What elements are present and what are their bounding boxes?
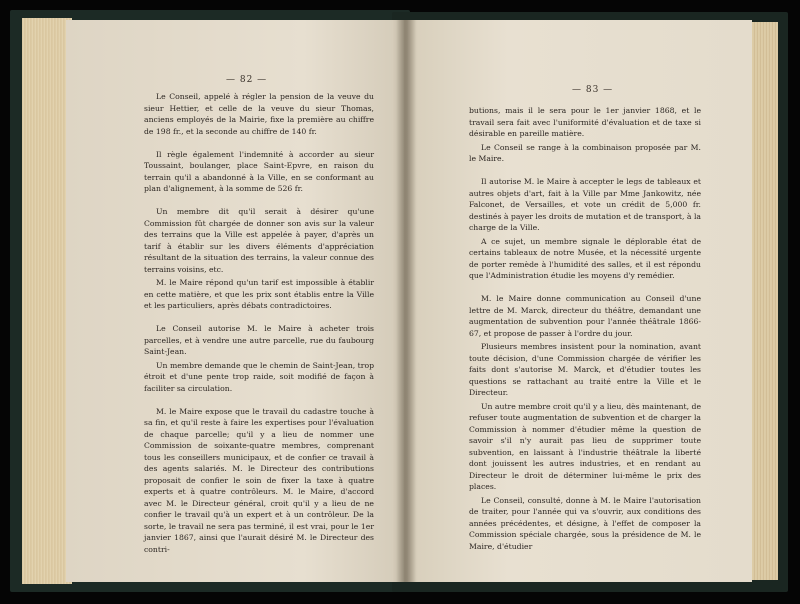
paragraph: Le Conseil, appelé à régler la pension de la veuve du sieur Hettier, et celle de la veuve du sieur Thomas, anciens employés de la Mairie, fixe la première au chiffre de 198 fr., et la seconde au chiffre de 140 fr. — [144, 92, 374, 136]
paragraph: Un autre membre croit qu'il y a lieu, dès maintenant, de refuser toute augmentation de subvention et de charger la Commission à nommer d'étudier même la question de savoir s'il n'y aurait pas lieu de supprimer toute subvention, en laissant à l'industrie théâtrale la liberté dont jouissent les autres industries, et en rendant au Directeur le droit de déterminer lui-même le prix des places. — [469, 401, 701, 491]
page-stack-left — [22, 18, 72, 584]
right-page-text — [469, 105, 701, 564]
paragraph: Il règle également l'indemnité à accorder au sieur Toussaint, boulanger, place Saint-Epvre, en raison du terrain qu'il a abandonné à la Ville, en se conformant au plan d'alignement, à la somme de 526 fr. — [144, 149, 374, 193]
paragraph: Le Conseil se range à la combinaison proposée par M. le Maire. — [469, 142, 701, 163]
paragraph: M. le Maire donne communication au Conseil d'une lettre de M. Marck, directeur du théâtre, demandant une augmentation de subvention pour l'année théâtrale 1866-67, et propose de passer à l'ordre du jour. — [469, 294, 701, 338]
paragraph: Plusieurs membres insistent pour la nomination, avant toute décision, d'une Commission chargée de vérifier les faits dont s'autorise M. Marck, et d'étudier toutes les questions se rattachant au traité entre la Ville et le Directeur. — [469, 342, 701, 397]
paragraph: A ce sujet, un membre signale le déplorable état de certains tableaux de notre Musée, et la nécessité urgente de porter remède à l'humidité des salles, et il est répondu que l'Administration étudie les moyens d'y remédier. — [469, 236, 701, 280]
paragraph: butions, mais il le sera pour le 1er janvier 1868, et le travail sera fait avec l'uniformité d'évaluation et de taxe si désirable en pareille matière. — [469, 106, 701, 138]
paragraph: Un membre dit qu'il serait à désirer qu'une Commission fût chargée de donner son avis sur la valeur des terrains que la Ville est appelée à payer, d'après un tarif à établir sur les divers éléments d'appréciation résultant de la situation des terrains, la valeur connue des terrains voisins, etc. — [144, 207, 374, 274]
page-number-left: — 82 — — [226, 75, 268, 85]
right-page — [404, 20, 752, 582]
paragraph: Un membre demande que le chemin de Saint-Jean, trop étroit et d'une pente trop raide, soit modifié de façon à faciliter sa circulation. — [144, 360, 374, 393]
paragraph: M. le Maire répond qu'un tarif est impossible à établir en cette matière, et que les prix sont établis entre la Ville et les particuliers, après débats contradictoires. — [144, 278, 374, 310]
paragraph: Le Conseil, consulté, donne à M. le Maire l'autorisation de traiter, pour l'année qui va s'ouvrir, aux conditions des années précédentes, et désigne, à l'effet de composer la Commission spéciale chargée, sous la présidence de M. le Maire, d'étudier — [469, 495, 701, 551]
page-stack-right — [748, 22, 778, 580]
paragraph: Il autorise M. le Maire à accepter le legs de tableaux et autres objets d'art, fait à la Ville par Mme Jankowitz, née Falconet, de Versailles, et vote un crédit de 5,000 fr. destinés à payer les droits de mutation et de transport, à la charge de la Ville. — [469, 177, 701, 232]
paragraph: Le Conseil autorise M. le Maire à acheter trois parcelles, et à vendre une autre parcelle, rue du faubourg Saint-Jean. — [144, 324, 374, 356]
left-page — [66, 20, 406, 582]
left-page-text — [144, 91, 374, 567]
page-number-right: — 83 — — [572, 85, 614, 95]
book-gutter — [396, 20, 416, 582]
paragraph: M. le Maire expose que le travail du cadastre touche à sa fin, et qu'il reste à faire les expertises pour l'évaluation de chaque parcelle; qu'il y a lieu de nommer une Commission de soixante-quatre membres, comprenant tous les conseillers municipaux, et de confier ce travail à des agents salariés. M. le Directeur des contributions proposait de confier le soin de fixer la taxe à quatre experts et à quatre contrôleurs. M. le Maire, d'accord avec M. le Directeur général, croit qu'il y a lieu de ne confier le travail qu'à un expert et à un contrôleur. De la sorte, le travail ne sera pas terminé, il est vrai, pour le 1er janvier 1867, ainsi que l'aurait désiré M. le Directeur des contri- — [144, 406, 374, 554]
